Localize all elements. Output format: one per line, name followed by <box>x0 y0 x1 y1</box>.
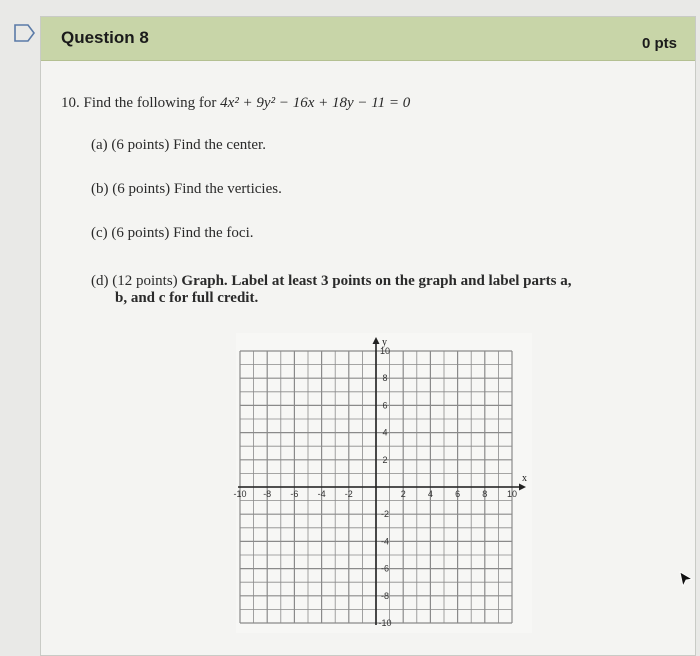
part-a-text: Find the center. <box>173 137 266 153</box>
y-tick-label: -2 <box>380 509 390 520</box>
part-a-label: (a) <box>91 137 108 153</box>
problem-statement <box>61 95 410 112</box>
x-tick-label: 2 <box>400 489 406 499</box>
question-title: Question 8 <box>61 28 149 47</box>
part-b-text: Find the verticies. <box>173 181 282 197</box>
y-tick-label: 2 <box>382 454 388 465</box>
part-c-text: Find the foci. <box>173 225 254 241</box>
y-tick-label: 6 <box>382 400 388 411</box>
question-header <box>41 17 695 61</box>
part-d-text-line1: Graph. Label at least 3 points on the graph and label parts a, <box>181 273 572 289</box>
mouse-cursor-icon <box>679 571 693 587</box>
part-b-label: (b) <box>91 181 109 197</box>
x-tick-label: -6 <box>290 489 299 499</box>
flag-icon[interactable] <box>14 24 36 42</box>
coordinate-grid <box>233 333 532 633</box>
y-tick-label: -8 <box>380 590 390 601</box>
part-c-points: (6 points) <box>111 225 170 241</box>
part-d-label: (d) <box>91 273 109 289</box>
x-tick-label: 10 <box>506 489 518 499</box>
problem-number: 10. <box>61 95 80 111</box>
part-b-points: (6 points) <box>112 181 171 197</box>
part-d <box>91 273 681 307</box>
part-d-points: (12 points) <box>112 273 178 289</box>
x-tick-label: -10 <box>233 489 247 499</box>
y-tick-label: -6 <box>380 563 390 574</box>
x-tick-label: -2 <box>344 489 353 499</box>
y-tick-label: -4 <box>380 536 390 547</box>
y-axis-label: y <box>382 337 387 348</box>
question-points: 0 pts <box>641 35 677 52</box>
x-axis-label: x <box>522 473 527 484</box>
x-tick-label: 4 <box>427 489 433 499</box>
x-tick-label: 6 <box>455 489 461 499</box>
problem-prompt: Find the following for <box>83 95 217 111</box>
x-tick-label: -4 <box>317 489 326 499</box>
problem-equation: 4x² + 9y² − 16x + 18y − 11 = 0 <box>220 95 411 111</box>
y-tick-label: 8 <box>382 373 388 384</box>
part-d-text-line2: b, and c for full credit. <box>115 290 259 306</box>
part-d-line1 <box>91 273 681 290</box>
part-a <box>91 137 266 154</box>
x-tick-label: -8 <box>263 489 272 499</box>
y-tick-label: -10 <box>378 618 392 628</box>
part-c <box>91 225 253 242</box>
part-b <box>91 181 282 198</box>
part-c-label: (c) <box>91 225 108 241</box>
x-tick-label: 8 <box>482 489 488 499</box>
y-tick-label: 4 <box>382 427 388 438</box>
y-tick-label: 10 <box>379 346 391 356</box>
part-a-points: (6 points) <box>111 137 170 153</box>
